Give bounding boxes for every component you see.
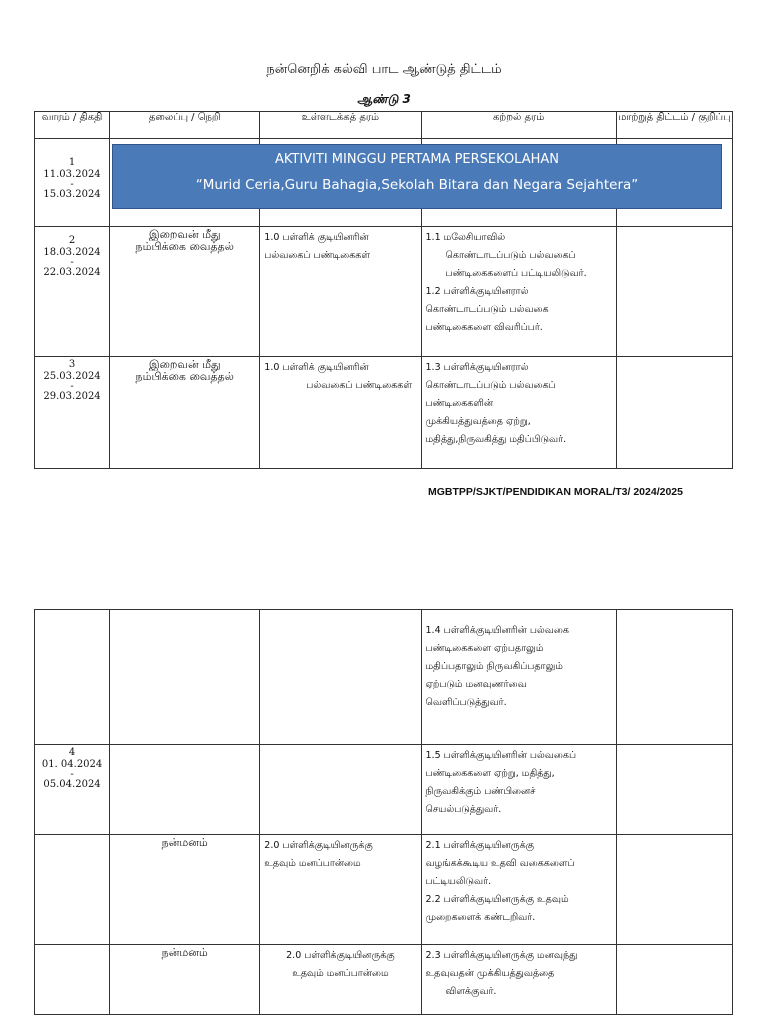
topic-cell <box>110 745 260 835</box>
learning-standard-line: முறைகளைக் கண்டறிவர். <box>425 912 536 923</box>
topic-cell <box>110 945 260 1015</box>
content-standard-line: பல்வகைப் பண்டிகைகள் <box>306 380 412 391</box>
week-end-date: 15.03.2024 <box>43 189 101 200</box>
content-standard-cell <box>260 745 421 835</box>
content-standard-cell <box>260 835 421 945</box>
document-subtitle: ஆண்டு 3 <box>357 92 411 106</box>
week-end-date: 22.03.2024 <box>43 267 101 278</box>
document-footer-code: MGBTPP/SJKT/PENDIDIKAN MORAL/T3/ 2024/2025 <box>428 486 683 498</box>
notes-cell <box>616 745 732 835</box>
first-week-banner <box>112 144 722 209</box>
table-row <box>35 357 733 469</box>
topic-line: நம்பிக்கை வைத்தல் <box>135 240 234 253</box>
learning-standard-line: பண்டிகைகளை ஏற்பதாலும் <box>425 643 544 654</box>
learning-standard-line: கொண்டாடப்படும் பல்வகைப் <box>445 250 576 261</box>
header-notes: மாற்றுத் திட்டம் / குறிப்பு <box>616 112 732 139</box>
week-number: 3 <box>68 359 76 370</box>
learning-standard-cell <box>421 745 616 835</box>
week-end-date: 05.04.2024 <box>43 779 101 790</box>
week-end-date: 29.03.2024 <box>43 391 101 402</box>
notes-cell <box>616 227 732 357</box>
document-title: நன்னெறிக் கல்வி பாட ஆண்டுத் திட்டம் <box>266 62 502 77</box>
learning-standard-line: பட்டியலிடுவர். <box>425 876 492 887</box>
content-standard-cell <box>260 610 421 745</box>
header-row <box>35 112 733 139</box>
week-start-date: 18.03.2024 <box>43 247 101 258</box>
learning-standard-line: மதித்து,நிருவகித்து மதிப்பிடுவர். <box>425 434 567 445</box>
learning-standard-cell <box>421 835 616 945</box>
week-dash: - <box>70 769 74 780</box>
learning-standard-line: செயல்படுத்துவர். <box>425 804 502 815</box>
content-standard-line: 1.0 பள்ளிக் குடியினரின் <box>264 232 369 243</box>
learning-standard-line: 1.3 பள்ளிக்குடியினரால் <box>425 362 529 373</box>
content-standard-line: பல்வகைப் பண்டிகைகள் <box>264 250 370 261</box>
week-cell <box>35 835 110 945</box>
content-standard-cell <box>260 227 421 357</box>
week-number: 2 <box>68 235 76 246</box>
learning-standard-line: 2.1 பள்ளிக்குடியினருக்கு <box>425 840 535 851</box>
header-topic: தலைப்பு / நெறி <box>110 112 260 139</box>
week-dash: - <box>70 381 74 392</box>
week-cell <box>35 745 110 835</box>
learning-standard-line: வழங்கக்கூடிய உதவி வகைகளைப் <box>425 858 575 869</box>
plan-table-page2 <box>34 609 733 1015</box>
learning-standard-line: பண்டிகைகளை ஏற்று, மதித்து, <box>425 768 555 779</box>
learning-standard-line: பண்டிகைகளைப் பட்டியலிடுவர். <box>445 268 587 279</box>
learning-standard-line: 1.5 பள்ளிக்குடியினரின் பல்வகைப் <box>425 750 577 761</box>
content-standard-cell <box>260 357 421 469</box>
content-standard-line: உதவும் மனப்பான்மை <box>264 858 361 869</box>
learning-standard-cell <box>421 945 616 1015</box>
week-cell <box>35 139 110 227</box>
learning-standard-line: 2.2 பள்ளிக்குடியினருக்கு உதவும் <box>425 894 569 905</box>
learning-standard-line: விளக்குவர். <box>445 986 497 997</box>
topic-line: இறைவன் மீது <box>148 358 221 371</box>
learning-standard-cell <box>421 227 616 357</box>
learning-standard-line: நிருவகிக்கும் பண்பினைச் <box>425 786 536 797</box>
week-number: 1 <box>68 157 76 168</box>
content-standard-line: 2.0 பள்ளிக்குடியினருக்கு <box>264 840 373 851</box>
learning-standard-line: மதிப்பதாலும் நிருவகிப்பதாலும் <box>425 661 563 672</box>
week-dash: - <box>70 179 74 190</box>
notes-cell <box>616 610 732 745</box>
learning-standard-cell <box>421 610 616 745</box>
table-row <box>35 227 733 357</box>
content-standard-line: உதவும் மனப்பான்மை <box>292 968 389 979</box>
topic-cell <box>110 835 260 945</box>
notes-cell <box>616 945 732 1015</box>
learning-standard-line: 1.1 மலேசியாவில் <box>425 232 506 243</box>
notes-cell <box>616 357 732 469</box>
learning-standard-line: உதவுவதன் முக்கியத்துவத்தை <box>425 968 555 979</box>
learning-standard-line: கொண்டாடப்படும் பல்வகைப் <box>425 380 556 391</box>
learning-standard-line: 1.4 பள்ளிக்குடியினரின் பல்வகை <box>425 625 569 636</box>
learning-standard-line: பண்டிகைகளை விவரிப்பர். <box>425 322 543 333</box>
header-learning-standard: கற்றல் தரம் <box>421 112 616 139</box>
topic-cell <box>110 357 260 469</box>
banner-slogan: “Murid Ceria,Guru Bahagia,Sekolah Bitara dan Negara Sejahtera” <box>195 177 639 193</box>
content-standard-line: 1.0 பள்ளிக் குடியினரின் <box>264 362 369 373</box>
content-standard-line: 2.0 பள்ளிக்குடியினருக்கு <box>286 950 395 961</box>
table-row <box>35 610 733 745</box>
learning-standard-line: பண்டிகைகளின் <box>425 398 494 409</box>
topic-cell <box>110 610 260 745</box>
topic-cell <box>110 227 260 357</box>
table-row <box>35 835 733 945</box>
week-cell <box>35 227 110 357</box>
learning-standard-cell <box>421 357 616 469</box>
week-cell <box>35 357 110 469</box>
learning-standard-line: கொண்டாடப்படும் பல்வகை <box>425 304 549 315</box>
week-dash: - <box>70 257 74 268</box>
week-start-date: 11.03.2024 <box>43 169 101 180</box>
table-row <box>35 745 733 835</box>
learning-standard-line: வெளிப்படுத்துவர். <box>425 697 507 708</box>
week-cell <box>35 945 110 1015</box>
table-row <box>35 945 733 1015</box>
notes-cell <box>616 835 732 945</box>
week-start-date: 01. 04.2024 <box>41 759 103 770</box>
learning-standard-line: 1.2 பள்ளிக்குடியினரால் <box>425 286 529 297</box>
week-start-date: 25.03.2024 <box>43 371 101 382</box>
topic-line: நன்மனம் <box>161 946 208 959</box>
week-cell <box>35 610 110 745</box>
topic-line: நன்மனம் <box>161 836 208 849</box>
week-number: 4 <box>68 747 76 758</box>
learning-standard-line: 2.3 பள்ளிக்குடியினருக்கு மனவுந்து <box>425 950 578 961</box>
header-week: வாரம் / திகதி <box>35 112 110 139</box>
banner-title: AKTIVITI MINGGU PERTAMA PERSEKOLAHAN <box>274 152 560 167</box>
content-standard-cell <box>260 945 421 1015</box>
learning-standard-line: ஏற்படும் மனவுணர்வை <box>425 679 527 690</box>
topic-line: நம்பிக்கை வைத்தல் <box>135 370 234 383</box>
header-content-standard: உள்ளடக்கத் தரம் <box>260 112 421 139</box>
learning-standard-line: முக்கியத்துவத்தை ஏற்று, <box>425 416 531 427</box>
topic-line: இறைவன் மீது <box>148 228 221 241</box>
